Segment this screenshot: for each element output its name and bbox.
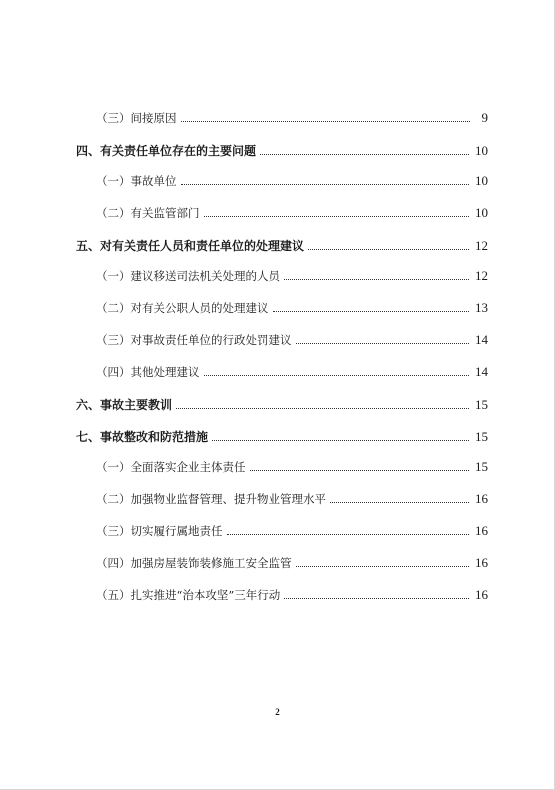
toc-entry-page: 16 xyxy=(475,491,488,506)
toc-leader-dots xyxy=(176,408,469,409)
toc-entry[interactable] xyxy=(76,142,488,162)
toc-entry[interactable] xyxy=(96,523,488,543)
toc-entry-page: 12 xyxy=(475,268,488,283)
toc-leader-dots xyxy=(260,154,469,155)
toc-leader-dots xyxy=(181,184,470,185)
toc-entry-title: （五）扎实推进“治本攻坚”三年行动 xyxy=(96,588,281,602)
toc-leader-dots xyxy=(273,311,470,312)
toc-leader-dots xyxy=(296,566,470,567)
toc-entry-page: 9 xyxy=(481,110,488,125)
toc-entry-title: （二）有关监管部门 xyxy=(96,206,200,220)
toc-leader-dots xyxy=(284,598,469,599)
toc-entry-title: （三）间接原因 xyxy=(96,111,177,125)
toc-entry-title: 七、事故整改和防范措施 xyxy=(76,430,209,444)
toc-leader-dots xyxy=(181,121,471,122)
toc-entry-title: 五、对有关责任人员和责任单位的处理建议 xyxy=(76,239,305,253)
toc-entry[interactable] xyxy=(96,587,488,607)
toc-leader-dots xyxy=(212,440,469,441)
toc-entry-page: 16 xyxy=(475,523,488,538)
toc-entry-title: 四、有关责任单位存在的主要问题 xyxy=(76,144,257,158)
toc-entry-page: 13 xyxy=(475,300,488,315)
toc-entry[interactable] xyxy=(96,205,488,225)
toc-entry[interactable] xyxy=(96,268,488,288)
toc-entry[interactable] xyxy=(96,364,488,384)
toc-entry[interactable] xyxy=(76,428,488,448)
toc-entry-page: 14 xyxy=(475,364,488,379)
toc-entry-page: 14 xyxy=(475,332,488,347)
page-number: 2 xyxy=(275,707,280,717)
toc-entry[interactable] xyxy=(96,555,488,575)
toc-entry-page: 10 xyxy=(475,143,488,158)
toc-entry-title: （三）切实履行属地责任 xyxy=(96,524,223,538)
toc-leader-dots xyxy=(250,470,470,471)
toc-leader-dots xyxy=(204,216,470,217)
toc-entry-page: 15 xyxy=(475,459,488,474)
toc-entry[interactable] xyxy=(96,459,488,479)
toc-entry-page: 10 xyxy=(475,205,488,220)
toc-entry-title: （四）其他处理建议 xyxy=(96,365,200,379)
toc-entry-title: （二）加强物业监督管理、提升物业管理水平 xyxy=(96,492,326,506)
toc-entry-page: 12 xyxy=(475,238,488,253)
toc-entry[interactable] xyxy=(96,110,488,130)
toc-entry-title: （一）全面落实企业主体责任 xyxy=(96,460,246,474)
toc-entry-title: （四）加强房屋装饰装修施工安全监管 xyxy=(96,556,292,570)
toc-leader-dots xyxy=(284,279,469,280)
toc-entry[interactable] xyxy=(96,300,488,320)
toc-leader-dots xyxy=(227,534,470,535)
toc-entry[interactable] xyxy=(96,491,488,511)
toc-entry[interactable] xyxy=(76,237,488,257)
toc-entry-page: 16 xyxy=(475,587,488,602)
toc-leader-dots xyxy=(330,502,469,503)
toc-entry-title: （三）对事故责任单位的行政处罚建议 xyxy=(96,333,292,347)
toc-entry-page: 15 xyxy=(475,397,488,412)
toc-entry[interactable] xyxy=(96,332,488,352)
toc-entry-title: （一）事故单位 xyxy=(96,174,177,188)
toc-leader-dots xyxy=(308,249,469,250)
toc-entry-title: 六、事故主要教训 xyxy=(76,398,173,412)
toc-leader-dots xyxy=(296,343,470,344)
toc-entry-page: 15 xyxy=(475,429,488,444)
toc-entry-title: （二）对有关公职人员的处理建议 xyxy=(96,301,269,315)
toc-entry-title: （一）建议移送司法机关处理的人员 xyxy=(96,269,280,283)
toc-entry-page: 10 xyxy=(475,173,488,188)
toc-entry[interactable] xyxy=(96,173,488,193)
toc-entry-page: 16 xyxy=(475,555,488,570)
toc-leader-dots xyxy=(204,375,470,376)
toc-entry[interactable] xyxy=(76,396,488,416)
